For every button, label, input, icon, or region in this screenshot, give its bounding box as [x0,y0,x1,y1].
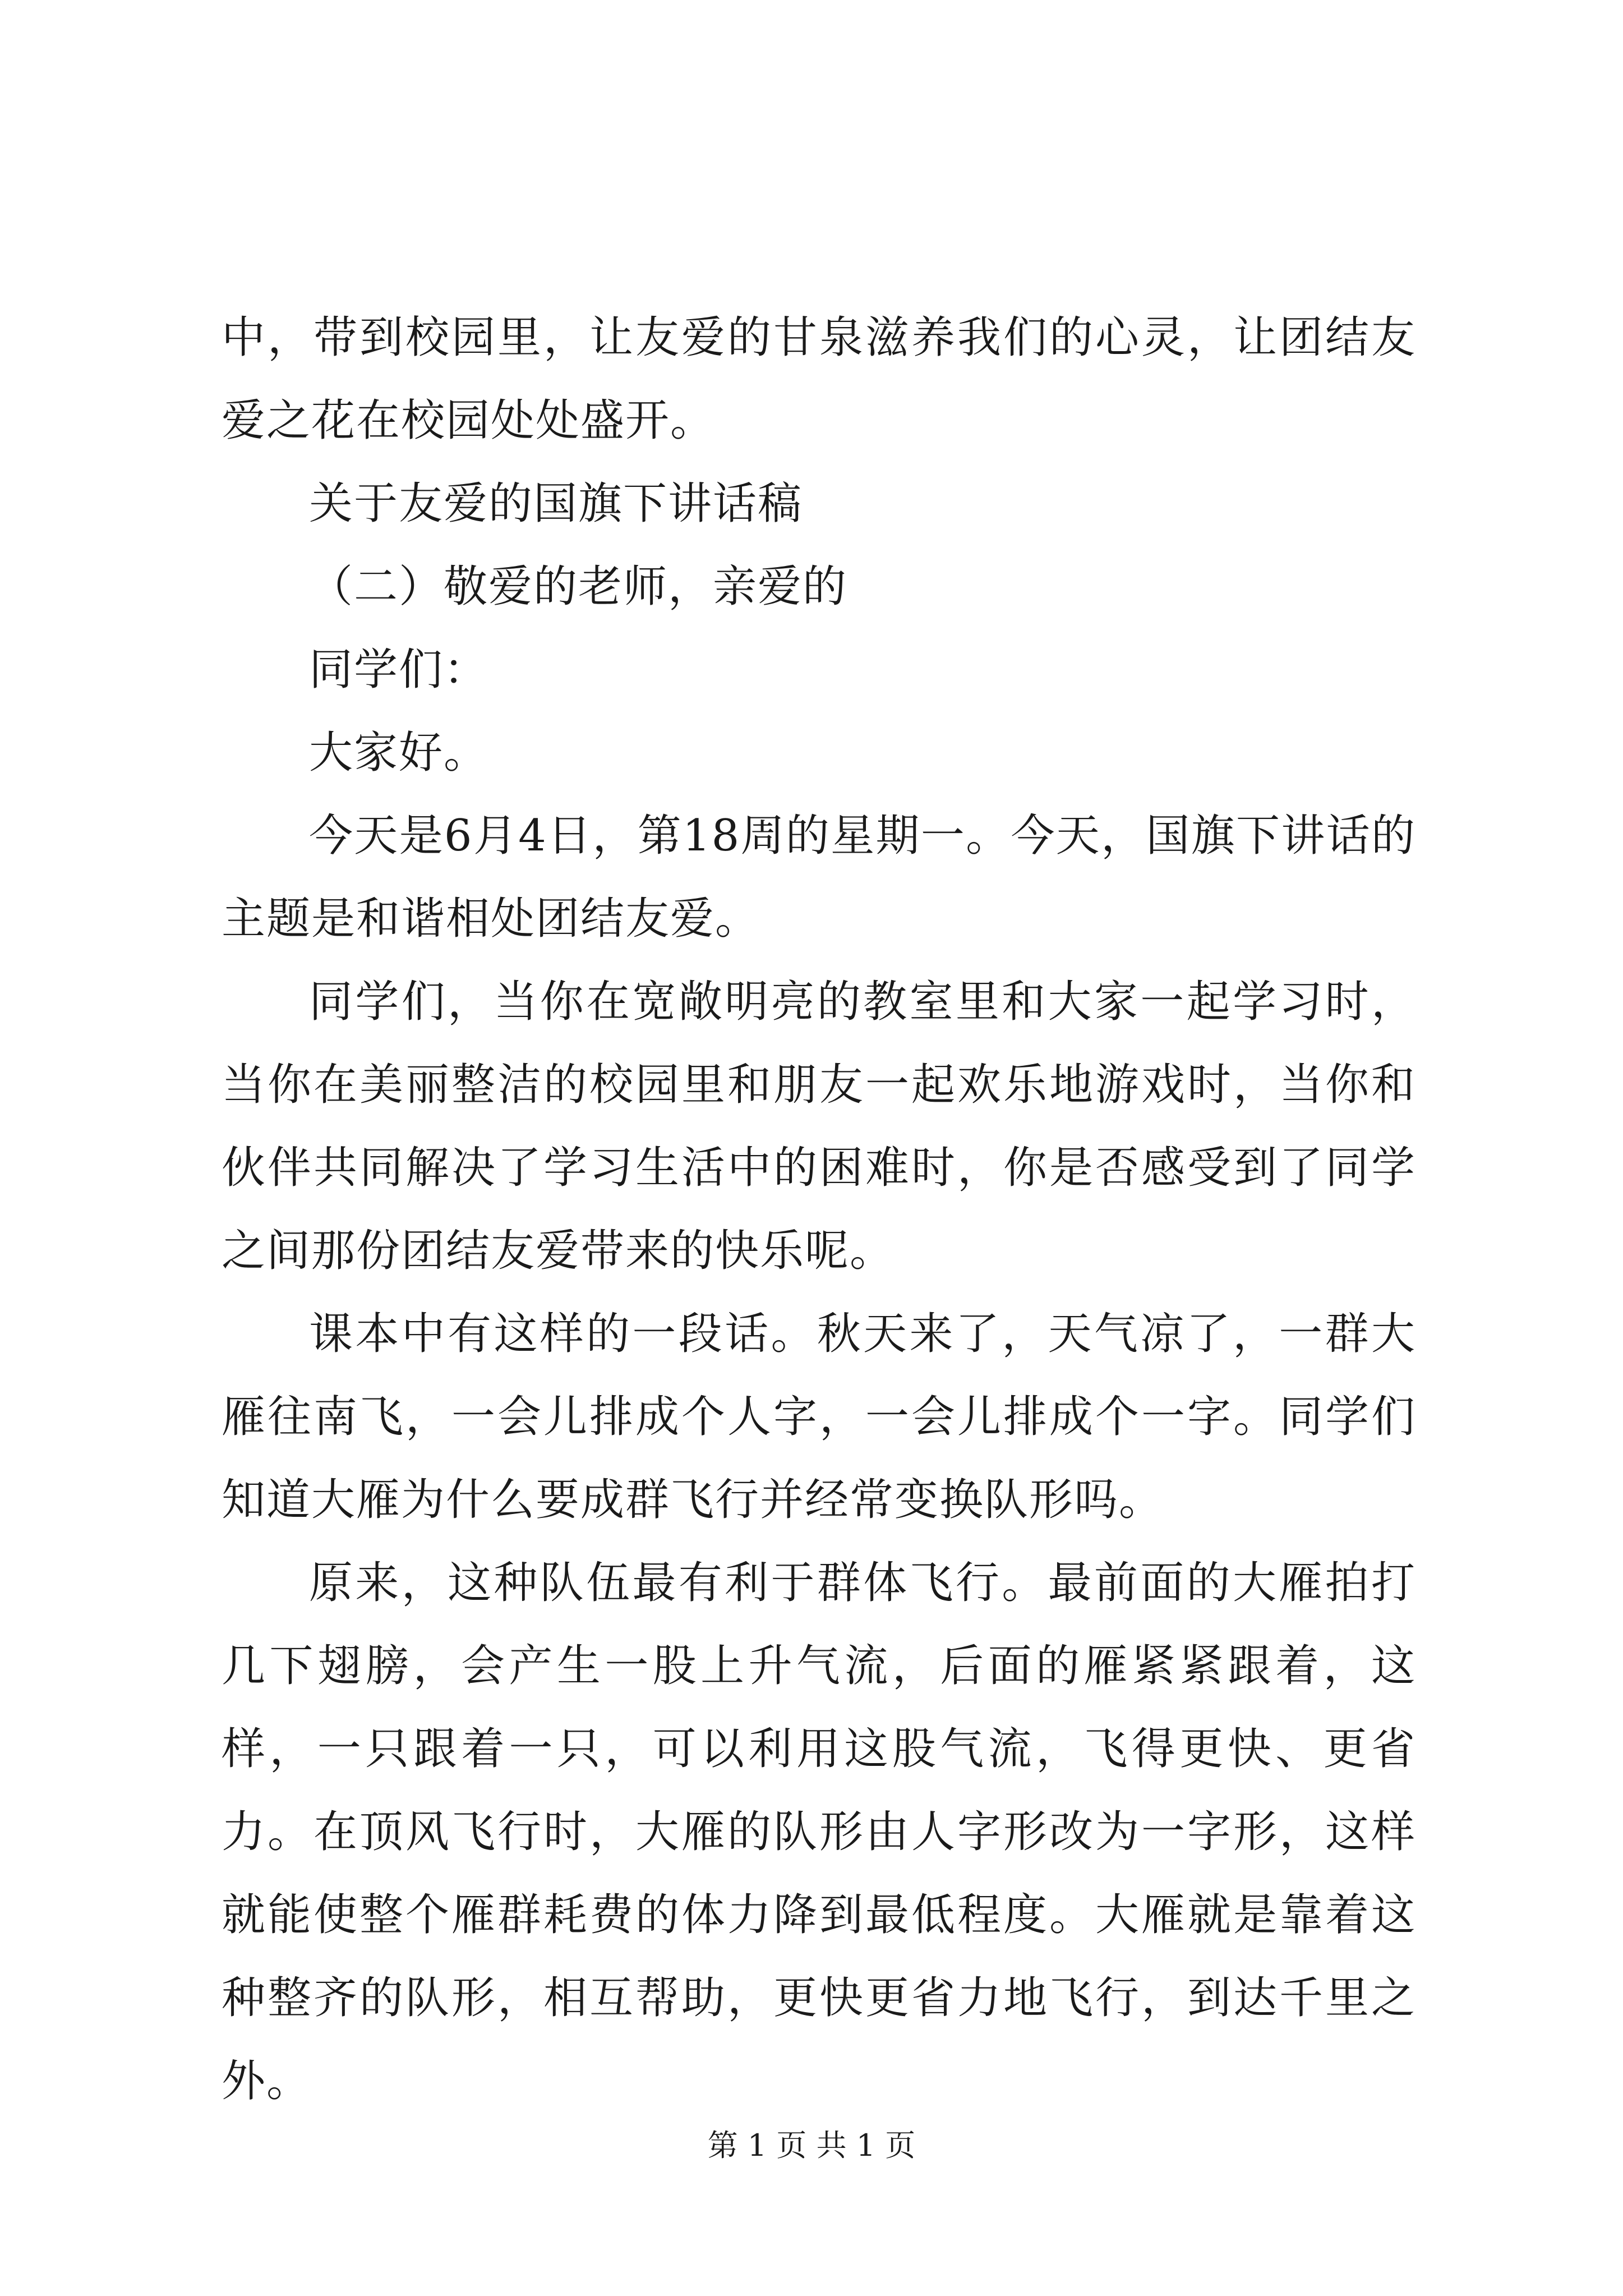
document-body [222,296,1416,2123]
paragraph-textbook: 课本中有这样的一段话。秋天来了，天气凉了，一群大雁往南飞，一会儿排成个人字，一会儿排成个一字。同学们知道大雁为什么要成群飞行并经常变换队形吗。 [222,1309,1416,1525]
paragraph-subtitle: （二）敬爱的老师，亲爱的 [309,562,848,612]
paragraph-greeting: 大家好。 [309,728,489,778]
paragraph-date-topic: 今天是6月4日，第18周的星期一。今天，国旗下讲话的主题是和谐相处团结友爱。 [222,811,1416,944]
paragraph-continuation: 中，带到校园里，让友爱的甘泉滋养我们的心灵，让团结友爱之花在校园处处盛开。 [222,312,1416,446]
paragraph-title: 关于友爱的国旗下讲话稿 [309,478,803,529]
page-footer [0,2126,1623,2165]
page-number-label: 第 1 页 共 1 页 [707,2128,916,2163]
paragraph-salutation: 同学们： [309,645,489,695]
paragraph-classmates: 同学们，当你在宽敞明亮的教室里和大家一起学习时，当你在美丽整洁的校园里和朋友一起欢乐地游戏时，当你和伙伴共同解决了学习生活中的困难时，你是否感受到了同学之间那份团结友爱带来的快乐呢。 [222,977,1416,1276]
paragraph-geese: 原来，这种队伍最有利于群体飞行。最前面的大雁拍打几下翅膀，会产生一股上升气流，后面的雁紧紧跟着，这样，一只跟着一只，可以利用这股气流，飞得更快、更省力。在顶风飞行时，大雁的队形由人字形改为一字形，这样就能使整个雁群耗费的体力降到最低程度。大雁就是靠着这种整齐的队形，相互帮助，更快更省力地飞行，到达千里之外。 [222,1558,1416,2106]
